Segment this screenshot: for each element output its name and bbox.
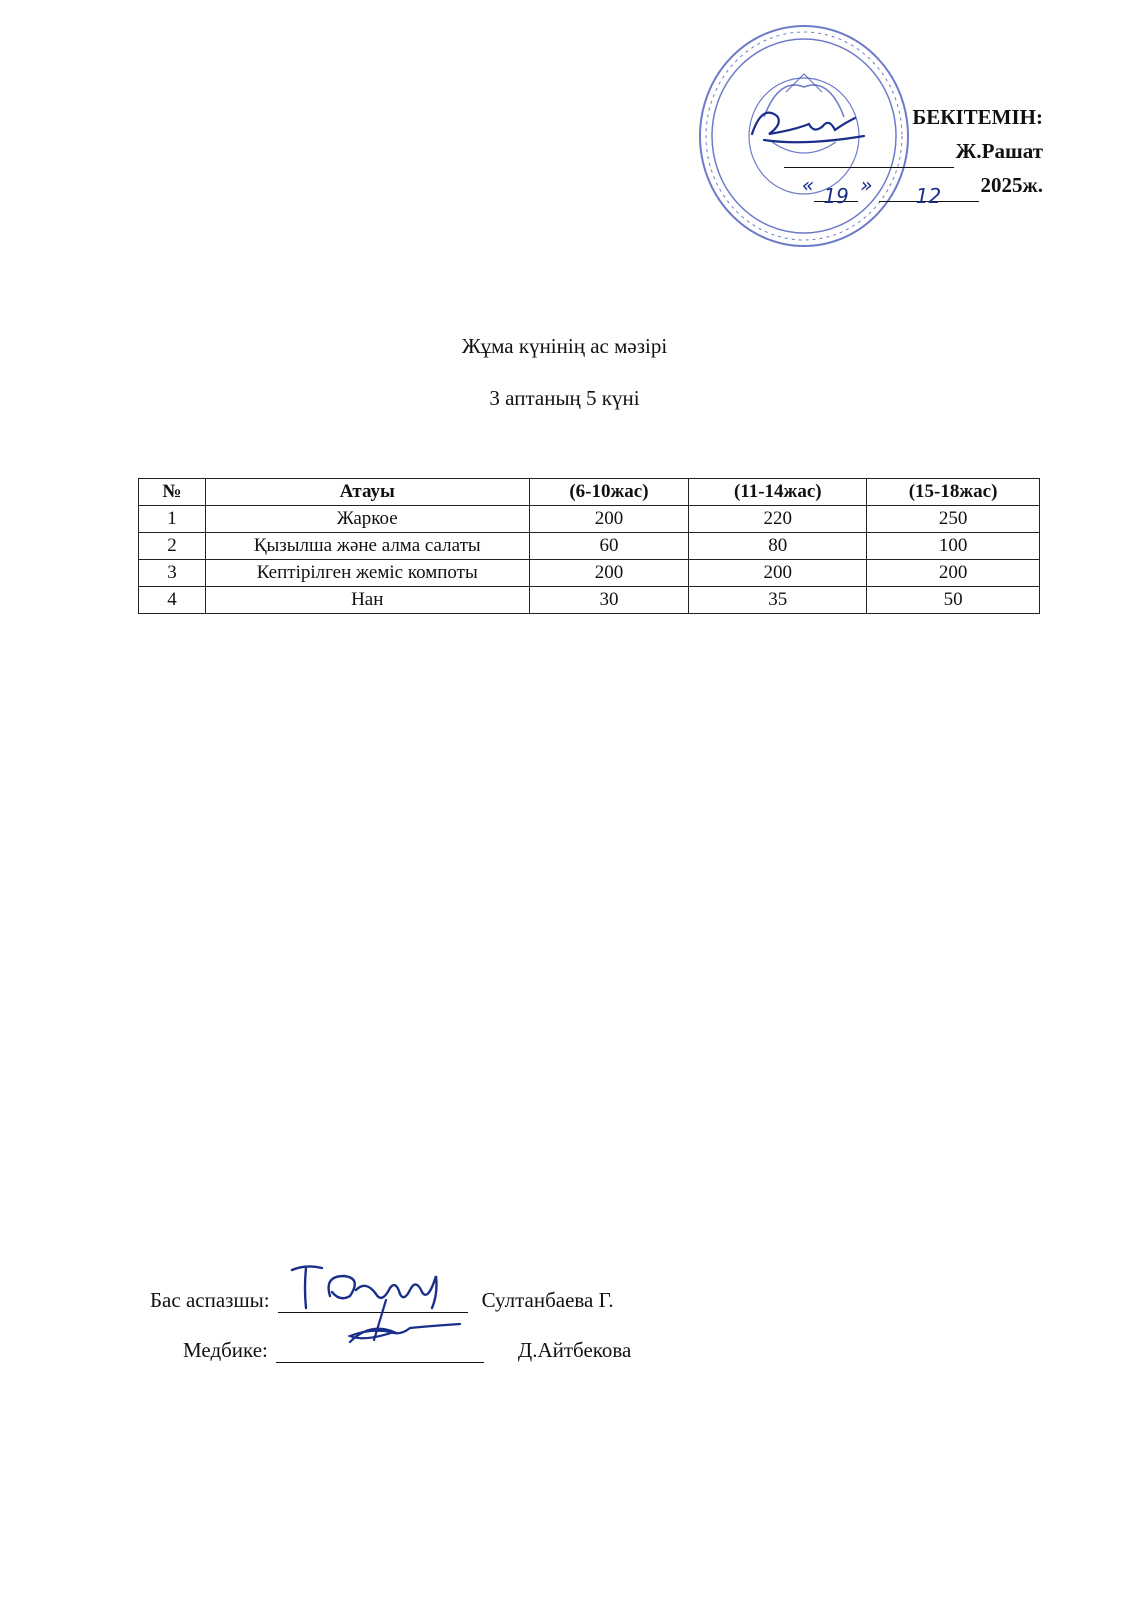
menu-table bbox=[138, 478, 1040, 614]
approval-director-line bbox=[784, 134, 1043, 168]
row-number: 1 bbox=[139, 506, 206, 533]
menu-subtitle: 3 аптаның 5 күні bbox=[489, 386, 640, 410]
portion-6-10: 30 bbox=[529, 587, 689, 614]
chef-label: Бас аспазшы: bbox=[150, 1288, 270, 1312]
portion-11-14: 35 bbox=[689, 587, 867, 614]
row-number: 3 bbox=[139, 560, 206, 587]
portion-6-10: 200 bbox=[529, 560, 689, 587]
table-row bbox=[139, 506, 1040, 533]
date-month: 12 bbox=[879, 179, 979, 202]
portion-15-18: 100 bbox=[867, 533, 1040, 560]
header-age-6-10: (6-10жас) bbox=[529, 479, 689, 506]
nurse-label: Медбике: bbox=[183, 1338, 268, 1362]
portion-15-18: 200 bbox=[867, 560, 1040, 587]
header-number: № bbox=[139, 479, 206, 506]
date-year: 2025ж. bbox=[980, 173, 1043, 197]
table-row bbox=[139, 560, 1040, 587]
dish-name: Кептірілген жеміс компоты bbox=[205, 560, 529, 587]
menu-title: Жұма күнінің ас мәзірі bbox=[461, 334, 668, 358]
row-number: 4 bbox=[139, 587, 206, 614]
date-day: 19 bbox=[814, 179, 858, 202]
approval-date-line bbox=[784, 168, 1043, 208]
director-name: Ж.Рашат bbox=[955, 139, 1043, 163]
nurse-signature-icon bbox=[336, 1292, 466, 1362]
approval-heading: БЕКІТЕМІН: bbox=[912, 105, 1043, 129]
approval-block bbox=[784, 100, 1043, 208]
portion-11-14: 220 bbox=[689, 506, 867, 533]
portion-15-18: 250 bbox=[867, 506, 1040, 533]
nurse-signature-row bbox=[183, 1338, 631, 1363]
chef-name: Султанбаева Г. bbox=[481, 1288, 614, 1312]
table-row bbox=[139, 533, 1040, 560]
director-signature-line bbox=[784, 145, 954, 168]
portion-6-10: 200 bbox=[529, 506, 689, 533]
nurse-name: Д.Айтбекова bbox=[517, 1338, 632, 1362]
date-open-quote: « bbox=[801, 173, 815, 197]
dish-name: Нан bbox=[205, 587, 529, 614]
header-age-15-18: (15-18жас) bbox=[867, 479, 1040, 506]
dish-name: Қызылша және алма салаты bbox=[205, 533, 529, 560]
portion-15-18: 50 bbox=[867, 587, 1040, 614]
table-header-row bbox=[139, 479, 1040, 506]
table-row bbox=[139, 587, 1040, 614]
portion-11-14: 80 bbox=[689, 533, 867, 560]
nurse-signature-line bbox=[276, 1340, 484, 1363]
dish-name: Жаркое bbox=[205, 506, 529, 533]
portion-11-14: 200 bbox=[689, 560, 867, 587]
header-name: Атауы bbox=[205, 479, 529, 506]
date-close-quote: » bbox=[860, 173, 873, 197]
portion-6-10: 60 bbox=[529, 533, 689, 560]
row-number: 2 bbox=[139, 533, 206, 560]
header-age-11-14: (11-14жас) bbox=[689, 479, 867, 506]
